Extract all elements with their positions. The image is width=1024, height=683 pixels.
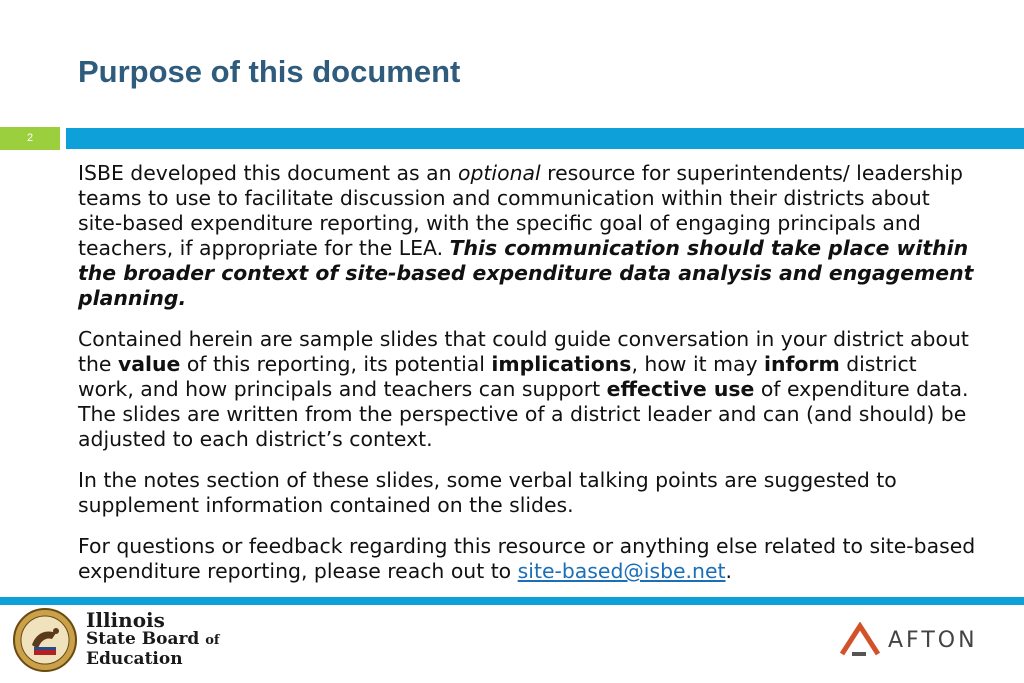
illinois-state-seal-icon — [12, 607, 78, 673]
top-accent-bar — [66, 128, 1024, 149]
bottom-accent-bar — [0, 597, 1024, 605]
paragraph-1: ISBE developed this document as an optional resource for superintendents/ leadership teams to use to facilitate discussion and communication within their districts about site-based expenditure reporting, with the specific goal of engaging principals and teachers, if appropriate for the LEA. This communication should take place within the broader context of site-based expenditure data analysis and engagement planning. — [78, 161, 974, 310]
slide-number: 2 — [0, 127, 60, 150]
slide-title: Purpose of this document — [78, 54, 461, 89]
afton-logo-icon — [838, 622, 884, 658]
email-link[interactable]: site-based@isbe.net — [517, 559, 726, 583]
afton-wordmark: AFTON — [888, 627, 978, 653]
slide-body — [78, 161, 978, 600]
paragraph-3: In the notes section of these slides, some verbal talking points are suggested to supplement information contained on the slides. — [78, 468, 897, 517]
paragraph-4: For questions or feedback regarding this resource or anything else related to site-based expenditure reporting, please reach out to site-based@isbe.net. — [78, 534, 976, 583]
paragraph-2: Contained herein are sample slides that could guide conversation in your district about the value of this reporting, its potential implications, how it may inform district work, and how principals and teachers can support effective use of expenditure data. The slides are written from the perspective of a district leader and can (and should) be adjusted to each district’s context. — [78, 327, 969, 451]
isbe-logo — [12, 609, 220, 671]
afton-logo — [838, 622, 978, 658]
isbe-wordmark: Illinois State Board of Education — [86, 608, 220, 669]
